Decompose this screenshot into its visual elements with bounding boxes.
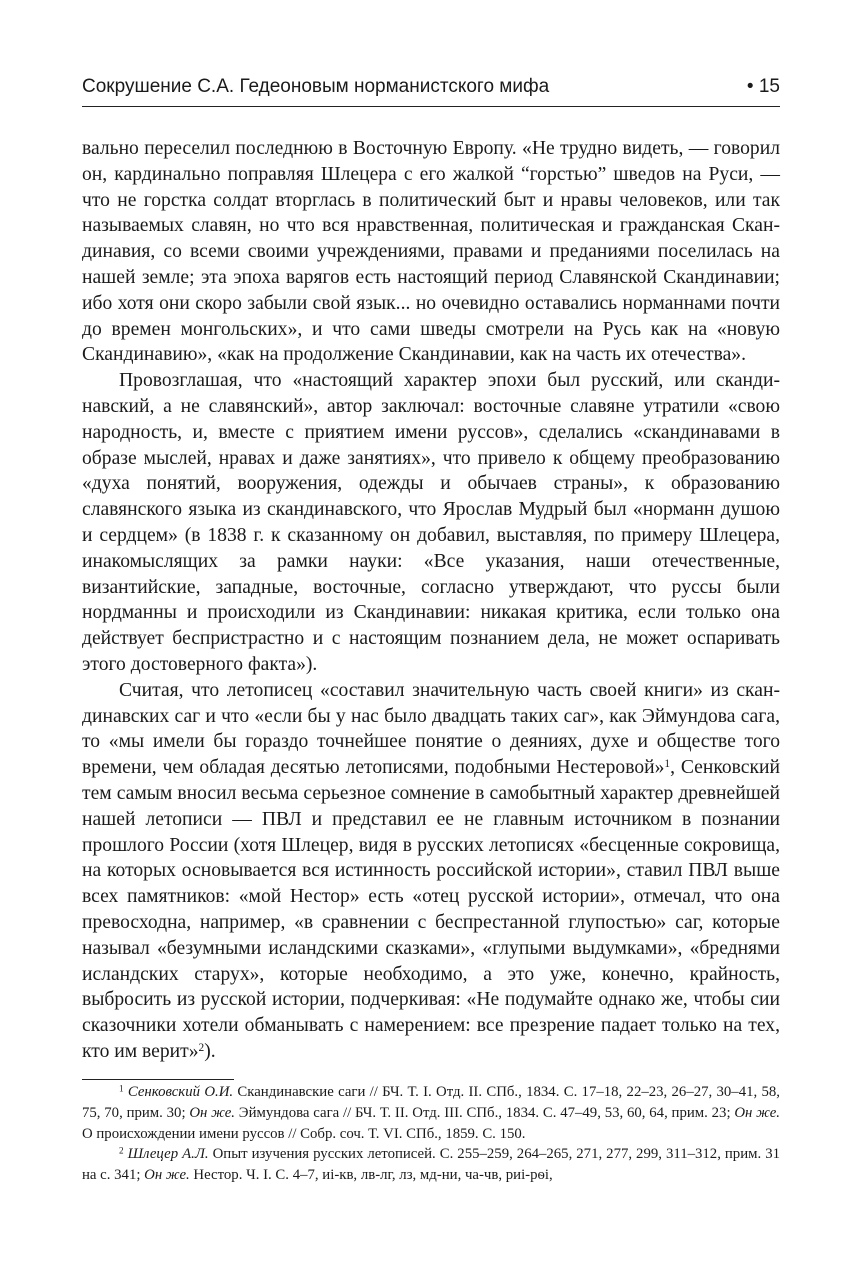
- footnote-2-author: Шлецер А.Л.: [127, 1146, 209, 1163]
- footnote-1: [82, 1082, 780, 1144]
- running-header: [82, 72, 780, 107]
- paragraph-3: [82, 678, 780, 1065]
- footnote-1-text-3: О происхождении имени руссов // Собр. соч. Т. VI. СПб., 1859. С. 150.: [82, 1125, 526, 1142]
- footnote-divider: [82, 1079, 234, 1080]
- footnote-2: [82, 1144, 780, 1186]
- paragraph-1: вально переселил последнюю в Восточную Европу. «Не трудно видеть, — говорил он, кардинально поправляя Шлецера с его жалкой “горстью” шведов на Руси, — что не горстка солдат вторглась в политический быт и нравы человеков, или так называемых славян, но что вся нравственная, политическая и гражданская Скандинавия, со всеми своими учреждениями, правами и преданиями поселилась на нашей земле; эта эпоха варягов есть настоящий период Славянской Скандинавии; ибо хотя они скоро забыли свой язык... но очевидно оставались норманнами почти до времен монгольских», и что сами шведы смотрели на Русь как на «новую Скандинавию», «как на продолжение Скандинавии, как на часть их отечества».: [82, 138, 780, 366]
- paragraph-3-part-a: Считая, что летописец «составил значительную часть своей книги» из скандинавских саг и что «если бы у нас было двадцать таких саг», как Эймундова сага, то «мы имели бы гораздо точнейшее понятие о деяниях, духе и обществе того времени, чем обладая десятью летописями, подобными Нестеровой»: [82, 679, 780, 779]
- main-text: [82, 136, 780, 1065]
- footnote-2-number: 2: [119, 1145, 124, 1156]
- footnote-1-ibid-1: Он же.: [189, 1104, 236, 1121]
- running-title: Сокрушение С.А. Гедеоновым норманистского мифа: [82, 76, 550, 97]
- footnote-2-text-2: Нестор. Ч. I. С. 4–7, иі-кв, лв-лг, лз, мд-ни, ча-чв, риі-рѳі,: [189, 1167, 553, 1184]
- footnote-ref-2[interactable]: 2: [198, 1041, 205, 1054]
- paragraph-2: Провозглашая, что «настоящий характер эпохи был русский, или скандинавский, а не славянский», автор заключал: восточные славяне утратили «свою народность, и, вместе с приятием имени руссов», сделались «скандинавами в образе мыслей, нравах и даже занятиях», что привело к общему преобразованию «духа понятий, вооружения, одежды и обычаев страны», к образованию славянского языка из скандинавского, что Ярослав Мудрый был «норманн душою и сердцем» (в 1838 г. к сказанному он добавил, выставляя, по примеру Шлецера, инакомыслящих за рамки науки: «Все указания, наши отечественные, византийские, западные, восточные, согласно утверждают, что руссы были нордманны и происходили из Скандинавии: никакая критика, если только она действует беспристрастно и с настоящим познанием дела, не может оспаривать этого достоверного факта»).: [82, 370, 780, 675]
- footnote-2-text-1: Опыт изучения русских летописей. С. 255–259, 264–265, 271, 277, 299, 311–312, прим. 31 на с. 341;: [82, 1146, 780, 1184]
- paragraph-3-part-b: , Сенковский тем самым вносил весьма серьезное сомнение в самобытный характер древнейшей нашей летописи — ПВЛ и представил ее не главным источником в познании прошлого России (хотя Шлецер, видя в русских летописях «бесценные сокровища, на которых основывается вся истинность российской истории», ставил ПВЛ выше всех памятников: «мой Нестор» есть «отец русской истории», отмечал, что она превосходна, например, «в сравнении с беспрестанной глупостью» саг, которые называл «безумными исландскими сказками», «глупыми выдумками», «бреднями исландских старух», которые необходимо, а это уже, конечно, крайность, выбросить из русской истории, подчеркивая: «Не подумайте однако же, чтобы сии сказочники хотели обманывать с намерением: все презрение падает только на тех, кто им верит»: [82, 757, 780, 1062]
- footnote-1-number: 1: [119, 1083, 124, 1094]
- paragraph-3-part-c: ).: [204, 1040, 216, 1062]
- footnote-1-text-2: Эймундова сага // БЧ. Т. II. Отд. III. СПб., 1834. С. 47–49, 53, 60, 64, прим. 23;: [235, 1104, 735, 1121]
- page-number: • 15: [746, 76, 780, 97]
- footnote-ref-1[interactable]: 1: [664, 757, 671, 770]
- footnotes: [82, 1082, 780, 1186]
- footnote-1-text-1: Скандинавские саги // БЧ. Т. I. Отд. II. СПб., 1834. С. 17–18, 22–23, 26–27, 30–41, 58, 75, 70, прим. 30;: [82, 1084, 780, 1121]
- footnote-2-ibid-1: Он же.: [144, 1167, 190, 1184]
- footnote-1-author: Сенковский О.И.: [127, 1084, 234, 1100]
- footnote-1-ibid-2: Он же.: [734, 1104, 780, 1121]
